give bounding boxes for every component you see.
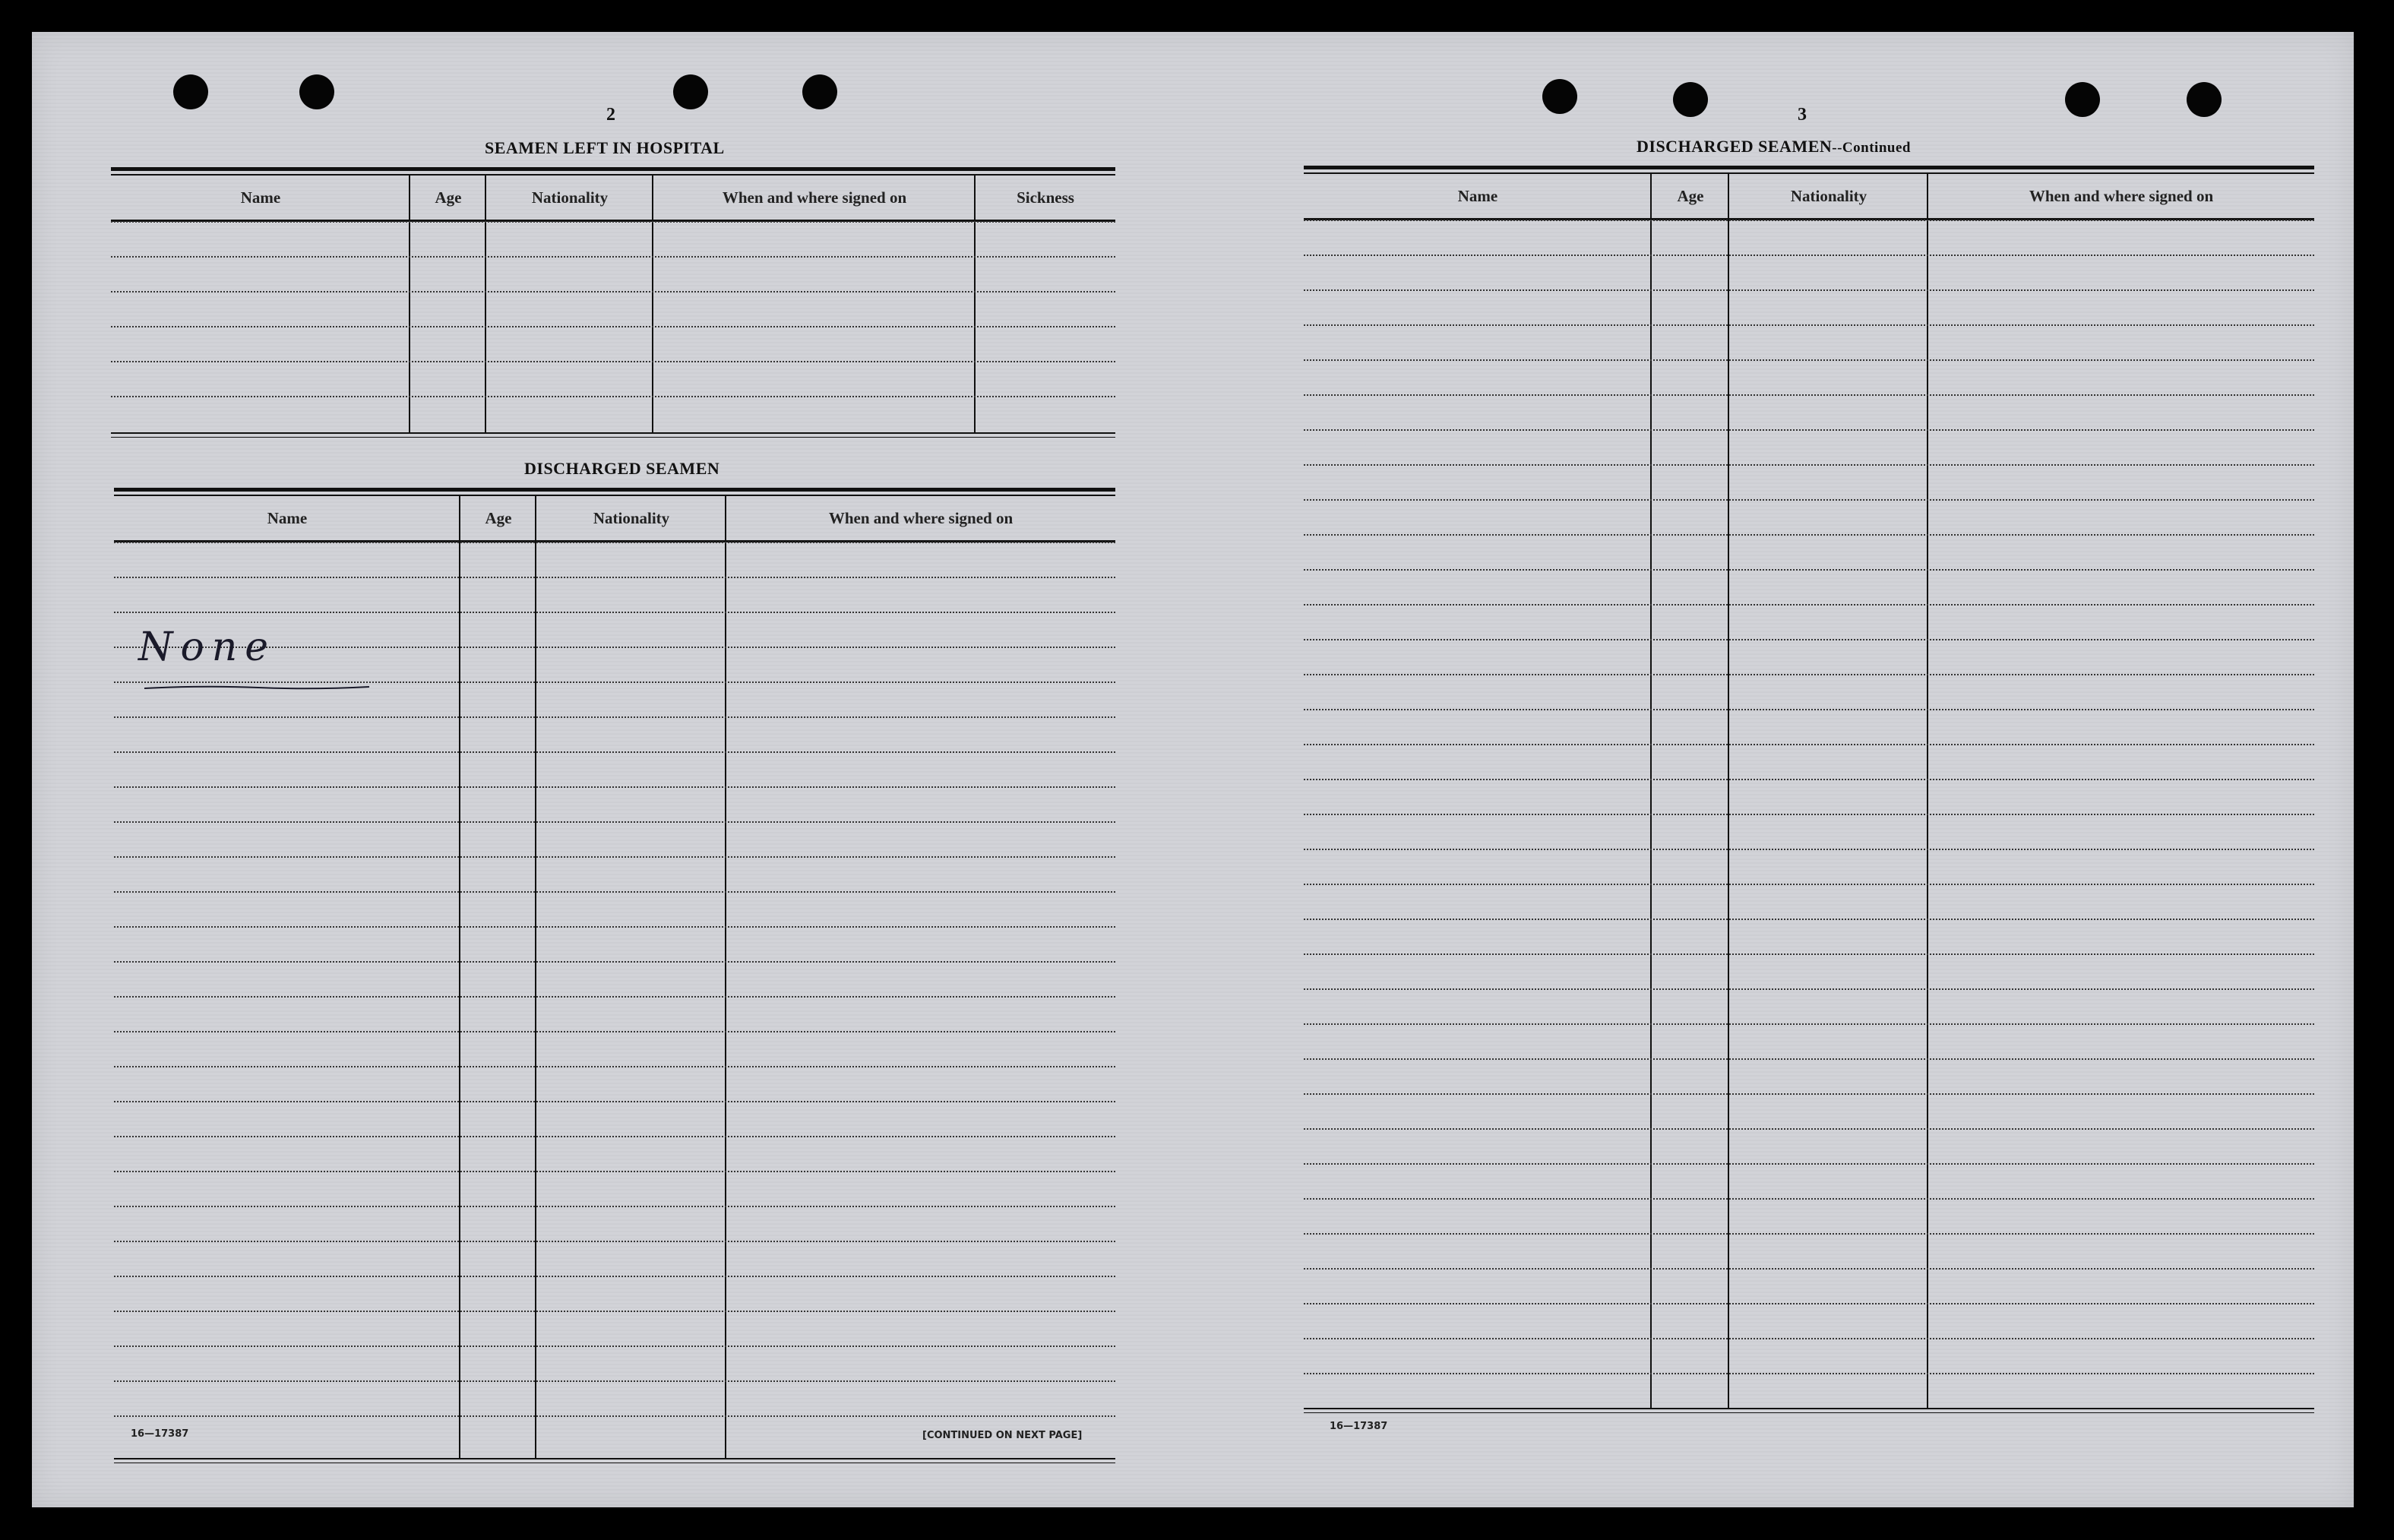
right-page: [1202, 32, 2354, 1507]
column-header-signed-on: When and where signed on: [722, 188, 907, 207]
column-header-signed-on: When and where signed on: [828, 508, 1014, 527]
ruled-line: [114, 821, 1115, 823]
ruled-line: [1304, 709, 2314, 710]
ruled-line: [114, 577, 1115, 578]
ruled-line: [111, 221, 1115, 223]
ruled-line: [1304, 953, 2314, 955]
discharged-continued-table: [1304, 166, 2314, 1412]
column-header-nationality: Nationality: [531, 188, 609, 207]
table-header: [111, 174, 1115, 222]
column-header-age: Age: [1677, 186, 1704, 205]
ruled-line: [114, 1276, 1115, 1277]
handwritten-entry: None: [138, 625, 277, 670]
ruled-line: [1304, 988, 2314, 990]
ruled-line: [111, 326, 1115, 327]
discharged-rows: [114, 542, 1115, 1458]
ruled-line: [1304, 255, 2314, 256]
ruled-line: [114, 1066, 1115, 1067]
column-header-name: Name: [267, 508, 308, 527]
ruled-line: [1304, 359, 2314, 361]
ruled-line: [1304, 884, 2314, 885]
ruled-line: [1304, 464, 2314, 466]
table-bottom-rule: [114, 1458, 1115, 1463]
column-header-name: Name: [240, 188, 281, 207]
ruled-line: [1304, 744, 2314, 745]
ruled-line: [111, 256, 1115, 258]
table-header: [114, 495, 1115, 542]
ruled-line: [1304, 394, 2314, 396]
ruled-line: [114, 1241, 1115, 1242]
ruled-line: [114, 716, 1115, 718]
continued-note: [CONTINUED ON NEXT PAGE]: [922, 1430, 1083, 1441]
ruled-line: [1304, 1233, 2314, 1235]
table-header: [1304, 172, 2314, 220]
ruled-line: [114, 1415, 1115, 1417]
column-header-name: Name: [1457, 186, 1498, 205]
discharged-continued-title: [1637, 137, 1911, 157]
column-header-sickness: Sickness: [1017, 188, 1074, 207]
ruled-line: [1304, 639, 2314, 640]
ruled-line: [1304, 1268, 2314, 1270]
hospital-section-title: SEAMEN LEFT IN HOSPITAL: [485, 138, 725, 157]
ruled-line: [114, 1206, 1115, 1207]
ruled-line: [114, 926, 1115, 928]
column-header-age: Age: [435, 188, 462, 207]
ruled-line: [1304, 1303, 2314, 1304]
column-header-age: Age: [485, 508, 512, 527]
ruled-line: [1304, 1163, 2314, 1165]
hospital-rows: [111, 221, 1115, 432]
ruled-line: [1304, 919, 2314, 920]
ruled-line: [1304, 499, 2314, 501]
form-number: 16—17387: [131, 1428, 189, 1440]
ruled-line: [114, 612, 1115, 613]
ruled-line: [114, 751, 1115, 753]
table-bottom-rule: [1304, 1408, 2314, 1413]
ruled-line: [114, 961, 1115, 963]
ruled-line: [114, 1136, 1115, 1137]
hospital-table: [111, 167, 1115, 447]
ruled-line: [1304, 779, 2314, 780]
ruled-line: [1304, 220, 2314, 221]
ruled-line: [1304, 1093, 2314, 1095]
document-sheet: [32, 32, 2354, 1507]
ruled-line: [1304, 1198, 2314, 1200]
ruled-line: [114, 542, 1115, 543]
ruled-line: [114, 891, 1115, 893]
left-page: [32, 32, 1172, 1507]
ruled-line: [1304, 289, 2314, 291]
ruled-line: [114, 1171, 1115, 1172]
ruled-line: [114, 681, 1115, 683]
page-number: 2: [606, 105, 615, 125]
ruled-line: [114, 1311, 1115, 1312]
page-number: 3: [1798, 105, 1807, 125]
ruled-line: [1304, 1338, 2314, 1339]
ruled-line: [1304, 814, 2314, 815]
ruled-line: [111, 291, 1115, 293]
column-header-signed-on: When and where signed on: [2029, 186, 2214, 205]
ruled-line: [114, 1031, 1115, 1032]
column-header-nationality: Nationality: [1790, 186, 1867, 205]
ruled-line: [1304, 604, 2314, 606]
ruled-line: [1304, 1058, 2314, 1060]
continued-rows: [1304, 220, 2314, 1408]
ruled-line: [1304, 1128, 2314, 1130]
ruled-line: [1304, 569, 2314, 571]
ruled-line: [114, 786, 1115, 788]
ruled-line: [114, 996, 1115, 998]
ruled-line: [111, 396, 1115, 397]
discharged-section-title: DISCHARGED SEAMEN: [524, 459, 720, 478]
table-bottom-rule: [111, 432, 1115, 438]
title-main: DISCHARGED SEAMEN: [1637, 137, 1833, 156]
ruled-line: [114, 856, 1115, 858]
ruled-line: [1304, 324, 2314, 326]
ruled-line: [1304, 1023, 2314, 1025]
title-suffix: --Continued: [1832, 140, 1911, 156]
handwriting-underline: [144, 684, 369, 691]
ruled-line: [1304, 534, 2314, 536]
form-number: 16—17387: [1330, 1421, 1388, 1432]
column-header-nationality: Nationality: [593, 508, 670, 527]
ruled-line: [114, 1380, 1115, 1382]
ruled-line: [1304, 429, 2314, 431]
ruled-line: [111, 361, 1115, 362]
ruled-line: [114, 1346, 1115, 1347]
ruled-line: [1304, 674, 2314, 675]
ruled-line: [1304, 849, 2314, 850]
ruled-line: [114, 1101, 1115, 1102]
ruled-line: [1304, 1373, 2314, 1374]
